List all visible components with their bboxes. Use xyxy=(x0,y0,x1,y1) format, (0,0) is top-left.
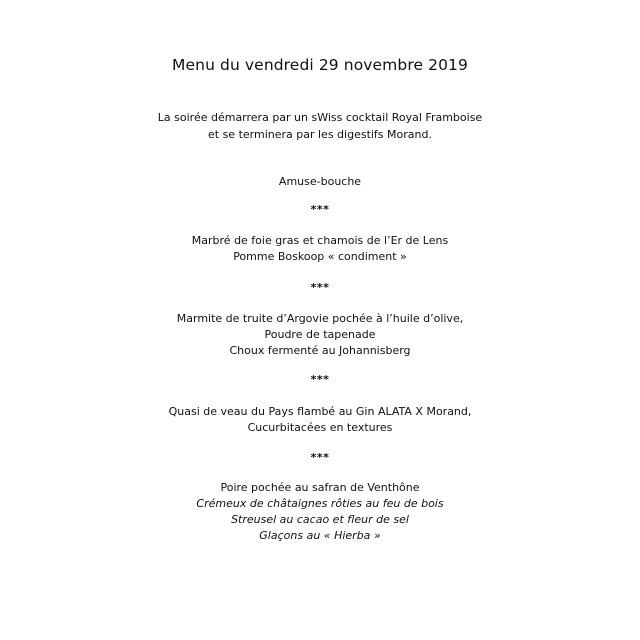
course3-line-1: Quasi de veau du Pays flambé au Gin ALATA X Morand, xyxy=(168,405,472,418)
course2-line-1: Marmite de truite d’Argovie pochée à l’huile d’olive, xyxy=(176,312,464,325)
course2-line-2: Poudre de tapenade xyxy=(264,328,376,341)
separator-1: *** xyxy=(310,203,330,216)
course1-line-1: Marbré de foie gras et chamois de l’Er de Lens xyxy=(191,234,449,247)
separator-3: *** xyxy=(310,373,330,386)
dessert-line-2: Crémeux de châtaignes rôties au feu de bois xyxy=(196,497,444,510)
course3-line-2: Cucurbitacées en textures xyxy=(247,421,393,434)
amuse-bouche: Amuse-bouche xyxy=(278,175,362,188)
dessert-line-3: Streusel au cacao et fleur de sel xyxy=(231,513,409,526)
dessert-line-1: Poire pochée au safran de Venthône xyxy=(220,481,420,494)
intro-line-2: et se terminera par les digestifs Morand. xyxy=(208,128,432,141)
menu-title: Menu du vendredi 29 novembre 2019 xyxy=(172,56,468,74)
course2-line-3: Choux fermenté au Johannisberg xyxy=(229,344,411,357)
intro-line-1: La soirée démarrera par un sWiss cocktail Royal Framboise xyxy=(157,111,483,124)
separator-2: *** xyxy=(310,281,330,294)
dessert-line-4: Glaçons au « Hierba » xyxy=(259,529,381,542)
separator-4: *** xyxy=(310,451,330,464)
course1-line-2: Pomme Boskoop « condiment » xyxy=(233,250,407,263)
